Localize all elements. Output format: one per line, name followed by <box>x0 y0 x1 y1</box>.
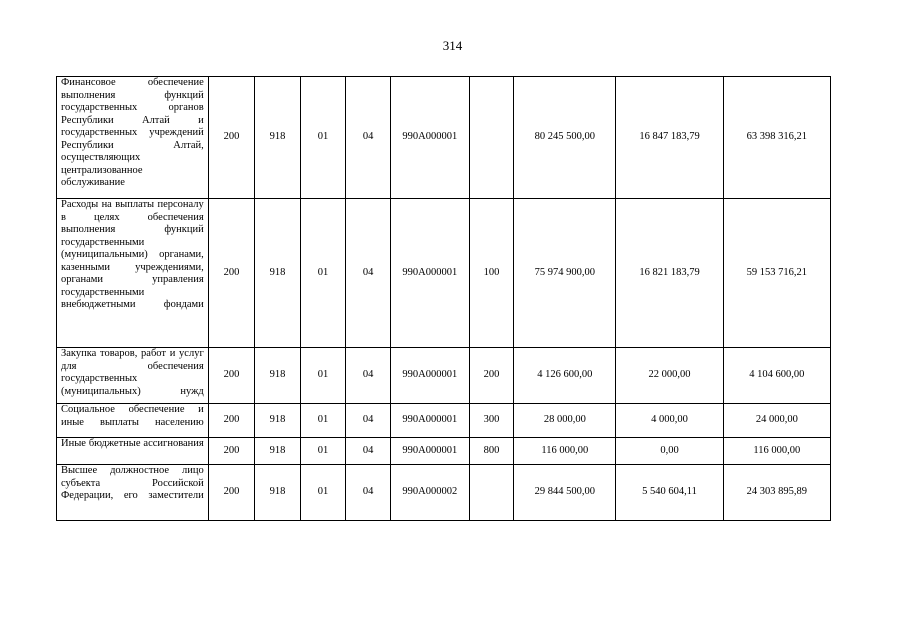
admin-cell: 200 <box>208 77 255 199</box>
expense-type-cell: 200 <box>469 348 514 404</box>
table-row <box>57 404 831 438</box>
code-cell: 918 <box>255 199 301 348</box>
target-cell: 990A000001 <box>390 77 469 199</box>
subsection-cell: 04 <box>346 438 391 465</box>
table-row <box>57 77 831 199</box>
plan-cell: 29 844 500,00 <box>514 465 616 521</box>
expense-type-cell: 800 <box>469 438 514 465</box>
section-cell: 01 <box>300 348 346 404</box>
code-cell: 918 <box>255 348 301 404</box>
admin-cell: 200 <box>208 465 255 521</box>
section-cell: 01 <box>300 465 346 521</box>
subsection-cell: 04 <box>346 199 391 348</box>
plan-cell: 28 000,00 <box>514 404 616 438</box>
row-name-cell: Высшее должностное лицо субъекта Российской Федерации, его заместители <box>57 465 209 521</box>
executed-cell: 0,00 <box>616 438 723 465</box>
code-cell: 918 <box>255 465 301 521</box>
subsection-cell: 04 <box>346 77 391 199</box>
page-number: 314 <box>442 38 463 53</box>
plan-cell: 75 974 900,00 <box>514 199 616 348</box>
executed-cell: 16 847 183,79 <box>616 77 723 199</box>
section-cell: 01 <box>300 199 346 348</box>
plan-cell: 80 245 500,00 <box>514 77 616 199</box>
row-name-cell: Расходы на выплаты персоналу в целях обеспечения выполнения функций государственными (муниципальными) органами, казенными учреждениями, органами управления государственными внебюджетными фондами <box>57 199 209 348</box>
executed-cell: 4 000,00 <box>616 404 723 438</box>
table-row <box>57 348 831 404</box>
section-cell: 01 <box>300 438 346 465</box>
budget-table <box>56 76 831 521</box>
table-row <box>57 438 831 465</box>
expense-type-cell: 100 <box>469 199 514 348</box>
subsection-cell: 04 <box>346 465 391 521</box>
target-cell: 990A000002 <box>390 465 469 521</box>
admin-cell: 200 <box>208 199 255 348</box>
executed-cell: 16 821 183,79 <box>616 199 723 348</box>
expense-type-cell <box>469 465 514 521</box>
remainder-cell: 59 153 716,21 <box>723 199 830 348</box>
remainder-cell: 63 398 316,21 <box>723 77 830 199</box>
executed-cell: 5 540 604,11 <box>616 465 723 521</box>
admin-cell: 200 <box>208 348 255 404</box>
code-cell: 918 <box>255 438 301 465</box>
row-name-cell: Социальное обеспечение и иные выплаты населению <box>57 404 209 438</box>
code-cell: 918 <box>255 77 301 199</box>
row-name-cell: Финансовое обеспечение выполнения функций государственных органов Республики Алтай и государственных учреждений Республики Алтай, осуществляющих централизованное обслуживание <box>57 77 209 199</box>
plan-cell: 116 000,00 <box>514 438 616 465</box>
executed-cell: 22 000,00 <box>616 348 723 404</box>
table-row <box>57 199 831 348</box>
target-cell: 990A000001 <box>390 438 469 465</box>
admin-cell: 200 <box>208 404 255 438</box>
plan-cell: 4 126 600,00 <box>514 348 616 404</box>
target-cell: 990A000001 <box>390 199 469 348</box>
section-cell: 01 <box>300 404 346 438</box>
table-row <box>57 465 831 521</box>
remainder-cell: 116 000,00 <box>723 438 830 465</box>
code-cell: 918 <box>255 404 301 438</box>
target-cell: 990A000001 <box>390 348 469 404</box>
remainder-cell: 24 000,00 <box>723 404 830 438</box>
expense-type-cell: 300 <box>469 404 514 438</box>
admin-cell: 200 <box>208 438 255 465</box>
target-cell: 990A000001 <box>390 404 469 438</box>
remainder-cell: 24 303 895,89 <box>723 465 830 521</box>
section-cell: 01 <box>300 77 346 199</box>
row-name-cell: Закупка товаров, работ и услуг для обеспечения государственных (муниципальных) нужд <box>57 348 209 404</box>
subsection-cell: 04 <box>346 404 391 438</box>
row-name-cell: Иные бюджетные ассигнования <box>57 438 209 465</box>
expense-type-cell <box>469 77 514 199</box>
subsection-cell: 04 <box>346 348 391 404</box>
remainder-cell: 4 104 600,00 <box>723 348 830 404</box>
